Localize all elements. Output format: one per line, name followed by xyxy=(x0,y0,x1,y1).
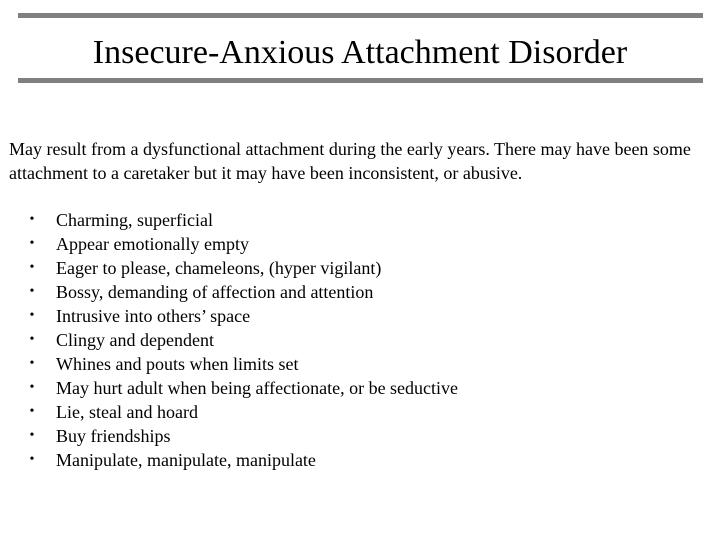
bullet-icon: • xyxy=(29,212,35,227)
list-item-text: May hurt adult when being affectionate, or be seductive xyxy=(56,378,459,398)
bullet-icon: • xyxy=(29,380,35,395)
list-item-text: Bossy, demanding of affection and attention xyxy=(56,282,374,302)
bullet-icon: • xyxy=(29,308,35,323)
bullet-icon: • xyxy=(29,404,35,419)
page-title: Insecure-Anxious Attachment Disorder xyxy=(92,34,628,71)
title-top-rule xyxy=(18,13,703,18)
bullet-icon: • xyxy=(29,236,35,251)
list-item-text: Lie, steal and hoard xyxy=(56,402,198,422)
list-item-text: Appear emotionally empty xyxy=(56,234,249,254)
intro-paragraph: May result from a dysfunctional attachment during the early years. There may have been some attachment to a caretaker but it may have been inconsistent, or abusive. xyxy=(9,139,691,183)
list-item-text: Intrusive into others’ space xyxy=(56,306,251,326)
list-item-text: Charming, superficial xyxy=(56,210,213,230)
list-item-text: Eager to please, chameleons, (hyper vigilant) xyxy=(56,258,382,278)
list-item-text: Manipulate, manipulate, manipulate xyxy=(56,450,316,470)
bullet-icon: • xyxy=(29,260,35,275)
bullet-icon: • xyxy=(29,284,35,299)
bullet-icon: • xyxy=(29,332,35,347)
bullet-icon: • xyxy=(29,452,35,467)
list-item-text: Buy friendships xyxy=(56,426,171,446)
bullet-icon: • xyxy=(29,428,35,443)
list-item-text: Whines and pouts when limits set xyxy=(56,354,299,374)
list-item-text: Clingy and dependent xyxy=(56,330,214,350)
title-bottom-rule xyxy=(18,78,703,83)
bullet-icon: • xyxy=(29,356,35,371)
